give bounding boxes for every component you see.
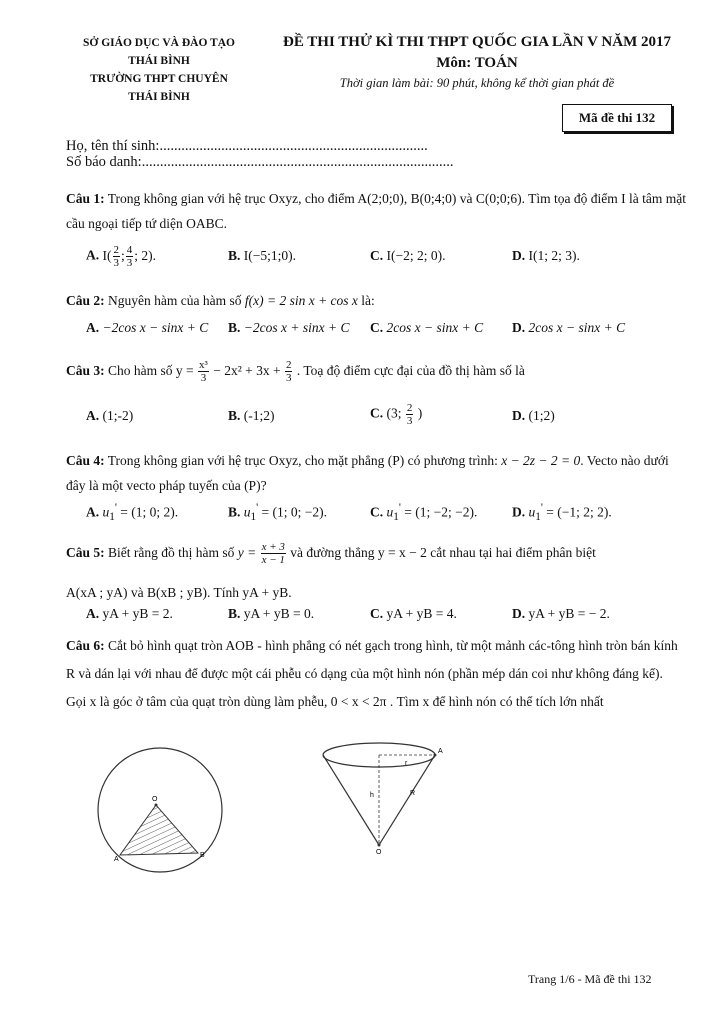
question-3 [66,354,686,388]
q2-text-end: là: [361,293,375,308]
q3-option-c[interactable]: C. (3; $\frac{2}{3}$ ) [370,402,423,427]
q4-label: Câu 4: [66,453,105,468]
cone-label-h: h [370,792,374,799]
school-line-1: TRƯỜNG THPT CHUYÊN [90,73,228,85]
q5-text-mid: và đường thẳng y = x − 2 cắt nhau tại hai điểm phân biệt [290,545,596,560]
q4-option-c[interactable]: C. $u_1' = (1$; −2; −2). [370,502,478,524]
q5-option-b[interactable]: B. yA + yB = 0. [228,606,315,621]
q1-option-a[interactable]: A. I( $\frac{2}{3}$ ; $\frac{4}{3}$ ; 2). [86,244,157,269]
q5-options [86,606,696,632]
q4-text: Trong không gian với hệ trục Oxyz, cho mặt phẳng (P) có phương trình: [107,453,498,468]
sector-figure [90,745,240,875]
q3-option-d[interactable]: D. (1;2) [512,408,555,423]
q4-options [86,502,696,528]
q5-option-a[interactable]: A. yA + yB = 2. [86,606,173,621]
q3-label: Câu 3: [66,363,105,378]
cone-label-r: r [405,760,408,767]
exam-title: ĐỀ THI THỬ KÌ THI THPT QUỐC GIA LẦN V NĂM 2017 [282,34,671,50]
q2-option-a[interactable]: A. −2cos x − sinx + C [86,320,209,335]
q1-label: Câu 1: [66,191,105,206]
q1-option-d[interactable]: D. I(1; 2; 3). [512,248,580,263]
q6-label: Câu 6: [66,638,105,653]
question-1 [66,186,686,236]
cone-label-a: A [438,748,443,755]
q2-text: Nguyên hàm của hàm số [108,293,242,308]
q2-option-d[interactable]: D. 2cos x − sinx + C [512,320,626,335]
q5-option-d[interactable]: D. yA + yB = − 2. [512,606,610,621]
page-footer: Trang 1/6 - Mã đề thi 132 [528,972,652,986]
exam-subject: Môn: TOÁN [436,55,518,71]
question-2 [66,288,686,313]
sector-label-b: B [200,852,205,859]
sector-label-o: O [152,796,158,803]
q4-equation: x − 2z − 2 = 0 [501,453,581,468]
q5-text-line2: A(xA ; yA) và B(xB ; yB). Tính yA + yB. [66,585,292,600]
q4-option-b[interactable]: B. $u_1' = (1$; 0; −2). [228,502,328,524]
q6-text: Cắt bỏ hình quạt tròn AOB - hình phẳng có nét gạch trong hình, từ một mảnh các-tông hình tròn bán kính R và dán lại với nhau để được một cái phễu có dạng của một hình nón (phần mép dán coi như không đáng kể). Gọi x là góc ở tâm của quạt tròn dùng làm phễu, 0 < x < 2π . Tìm x để hình nón có thể tích lớn nhất [66,638,678,709]
q3-option-a[interactable]: A. (1;-2) [86,408,134,423]
school-header [64,34,254,106]
q2-option-b[interactable]: B. −2cos x + sinx + C [228,320,350,335]
q1-option-c[interactable]: C. I(−2; 2; 0). [370,248,446,263]
sector-label-a: A [114,856,119,863]
student-name-line: Họ, tên thí sinh:.......................................................................... [66,138,428,154]
q5-label: Câu 5: [66,545,105,560]
q3-text: Cho hàm số [108,363,173,378]
exam-time: Thời gian làm bài: 90 phút, không kể thời gian phát đề [339,76,615,90]
exam-code-box: Mã đề thi 132 [562,104,672,132]
dept-line-1: SỞ GIÁO DỤC VÀ ĐÀO TẠO [83,37,235,49]
question-5 [66,536,686,570]
question-6 [66,632,686,716]
q5-text: Biết rằng đồ thị hàm số [108,545,235,560]
q3-text-end: . Toạ độ điểm cực đại của đồ thị hàm số là [296,363,525,378]
dept-line-2: THÁI BÌNH [128,55,190,67]
q2-label: Câu 2: [66,293,105,308]
q4-option-d[interactable]: D. $u_1' = (-1$; 2; 2). [512,502,612,524]
q1-option-b[interactable]: B. I(−5;1;0). [228,248,296,263]
hatched-sector [120,805,198,855]
student-id-line: Số báo danh:...................................................................................... [66,154,454,170]
q4-option-a[interactable]: A. $u_1' = (1$; 0; 2). [86,502,179,524]
school-line-2: THÁI BÌNH [128,91,190,103]
q5-option-c[interactable]: C. yA + yB = 4. [370,606,457,621]
q2-option-c[interactable]: C. 2cos x − sinx + C [370,320,484,335]
q3-options [86,402,696,438]
exam-header [262,32,692,92]
q1-text: Trong không gian với hệ trục Oxyz, cho điểm A(2;0;0), B(0;4;0) và C(0;0;6). Tìm tọa độ điểm I là tâm mặt cầu ngoại tiếp tứ diện OABC. [66,191,686,231]
q2-formula: f(x) = 2 sin x + cos x [244,293,358,308]
cone-label-R: R [410,790,416,797]
q2-options [86,320,696,346]
q4-text-end: . Vecto nào dưới đây là một vecto pháp tuyến của (P)? [66,453,669,493]
question-4 [66,448,686,498]
q5-formula: y = $\frac{x + 3}{x - 1}$ [237,541,285,567]
q3-option-b[interactable]: B. (-1;2) [228,408,275,423]
cone-figure [310,735,460,855]
q3-formula: y = $\frac{\text{x³}}{3}$ − 2x² + 3x + $\frac{2}{3}$ [175,359,292,385]
cone-label-o: O [376,849,382,855]
q1-options [86,244,696,278]
